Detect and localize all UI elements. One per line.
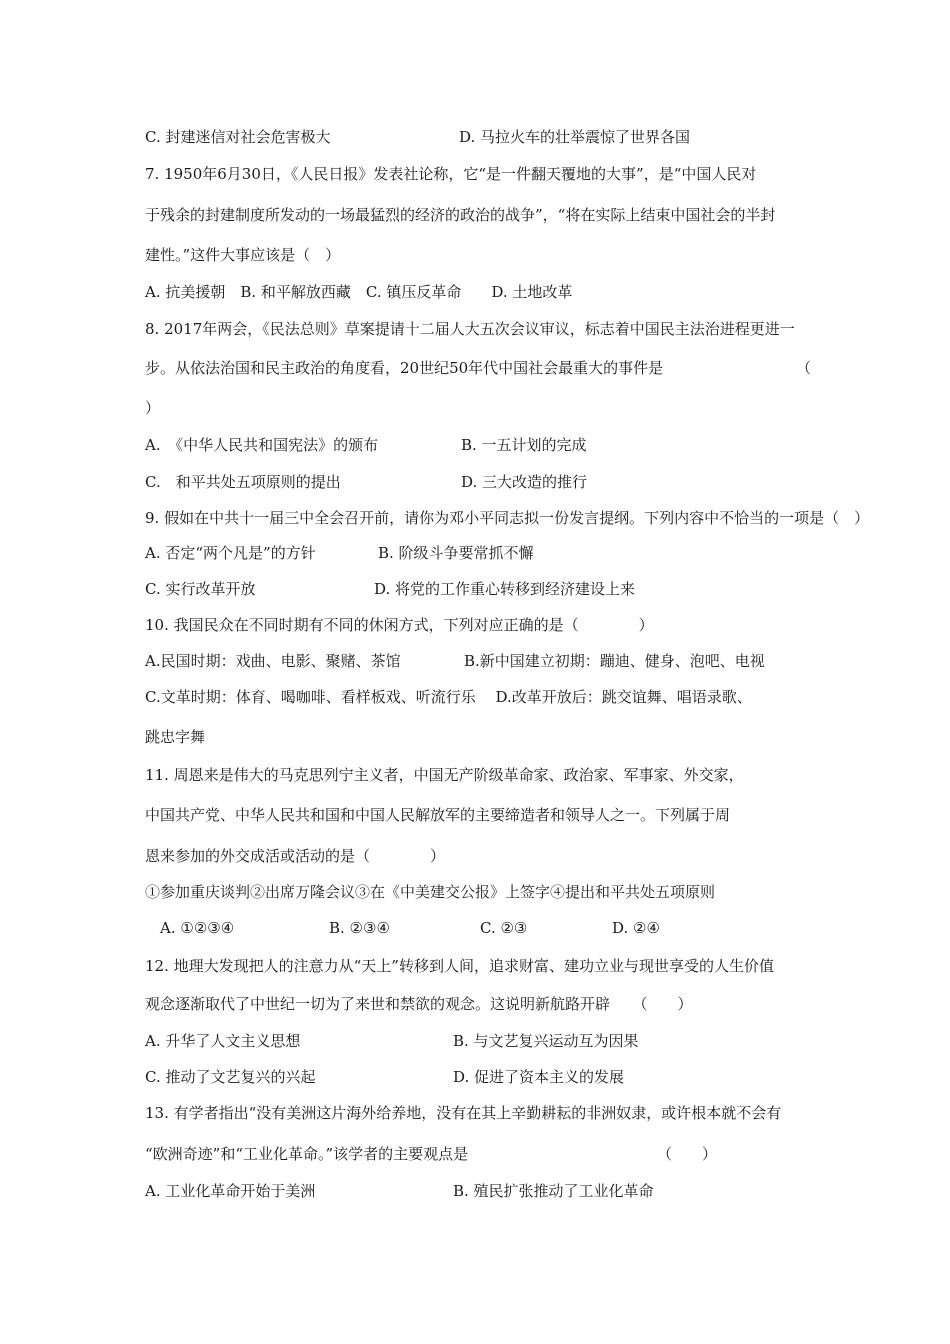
q12-stem-line2: 观念逐渐取代了中世纪一切为了来世和禁欲的观念。这说明新航路开辟 （ ） [145,995,693,1013]
q7-options: A. 抗美援朝 B. 和平解放西藏 C. 镇压反革命 D. 土地改革 [145,283,573,301]
q11-option-b: B. ②③④ [329,919,390,937]
q8-option-b: B. 一五计划的完成 [461,436,587,454]
q12-option-a: A. 升华了人文主义思想 [145,1032,301,1050]
q8-stem-line1: 8. 2017年两会，《民法总则》草案提请十二届人大五次会议审议，标志着中国民主法治进程更进一 [145,320,795,338]
q6-option-d: D. 马拉火车的壮举震惊了世界各国 [459,128,691,146]
q13-stem-line2: “欧洲奇迹”和“工业化革命。”该学者的主要观点是 [145,1145,469,1163]
q13-option-b: B. 殖民扩张推动了工业化革命 [453,1182,654,1200]
q11-stem-line3: 恩来参加的外交成活或活动的是（ ） [145,847,446,865]
q9-stem: 9. 假如在中共十一届三中全会召开前，请你为邓小平同志拟一份发言提纲。下列内容中不恰当的一项是（ ） [145,509,870,527]
q6-option-c: C. 封建迷信对社会危害极大 [145,128,331,146]
q9-option-c: C. 实行改革开放 [145,580,256,598]
q8-option-c: C. 和平共处五项原则的提出 [145,473,341,491]
q10-option-a: A.民国时期：戏曲、电影、聚赌、茶馆 [145,652,401,670]
q7-stem-line1: 7. 1950年6月30日，《人民日报》发表社论称，它“是一件翻天覆地的大事”，是“中国人民对 [145,165,757,183]
q12-option-d: D. 促进了资本主义的发展 [453,1068,625,1086]
q11-stem-line1: 11. 周恩来是伟大的马克思列宁主义者，中国无产阶级革命家、政治家、军事家、外交家， [145,766,744,784]
q12-option-b: B. 与文艺复兴运动互为因果 [453,1032,639,1050]
q10-option-d-continued: 跳忠字舞 [145,728,206,746]
q11-items: ①参加重庆谈判②出席万隆会议③在《中美建交公报》上签字④提出和平共处五项原则 [145,883,716,901]
q12-stem-line1: 12. 地理大发现把人的注意力从“天上”转移到人间，追求财富、建功立业与现世享受的人生价值 [145,957,774,975]
q11-option-c: C. ②③ [480,919,528,937]
q8-stem-line2: 步。从依法治国和民主政治的角度看，20世纪50年代中国社会最重大的事件是 [145,359,664,377]
q13-option-a: A. 工业化革命开始于美洲 [145,1182,316,1200]
q9-option-d: D. 将党的工作重心转移到经济建设上来 [374,580,636,598]
q11-stem-line2: 中国共产党、中华人民共和国和中国人民解放军的主要缔造者和领导人之一。下列属于周 [145,806,731,824]
q13-answer-paren: （ ） [657,1145,718,1163]
q9-option-b: B. 阶级斗争要常抓不懈 [378,544,534,562]
q13-stem-line1: 13. 有学者指出“没有美洲这片海外给养地，没有在其上辛勤耕耘的非洲奴隶，或许根本就不会有 [145,1104,782,1122]
q7-stem-line3: 建性。”这件大事应该是（ ） [145,246,341,264]
q9-option-a: A. 否定“两个凡是”的方针 [145,544,316,562]
q10-option-b: B.新中国建立初期：蹦迪、健身、泡吧、电视 [464,652,765,670]
q8-answer-paren-open: （ [796,359,812,377]
q11-option-a: A. ①②③④ [160,919,235,937]
q11-option-d: D. ②④ [612,919,660,937]
q10-option-c-and-d: C.文革时期：体育、喝咖啡、看样板戏、听流行乐 D.改革开放后：跳交谊舞、唱语录歌、 [145,688,752,706]
q8-option-d: D. 三大改造的推行 [461,473,588,491]
q12-option-c: C. 推动了文艺复兴的兴起 [145,1068,316,1086]
q7-stem-line2: 于残余的封建制度所发动的一场最猛烈的经济的政治的战争”，“将在实际上结束中国社会的半封 [145,206,776,224]
q10-stem: 10. 我国民众在不同时期有不同的休闲方式，下列对应正确的是（ ） [145,616,654,634]
q8-answer-paren-close: ） [145,399,161,417]
q8-option-a: A. 《中华人民共和国宪法》的颁布 [145,436,379,454]
